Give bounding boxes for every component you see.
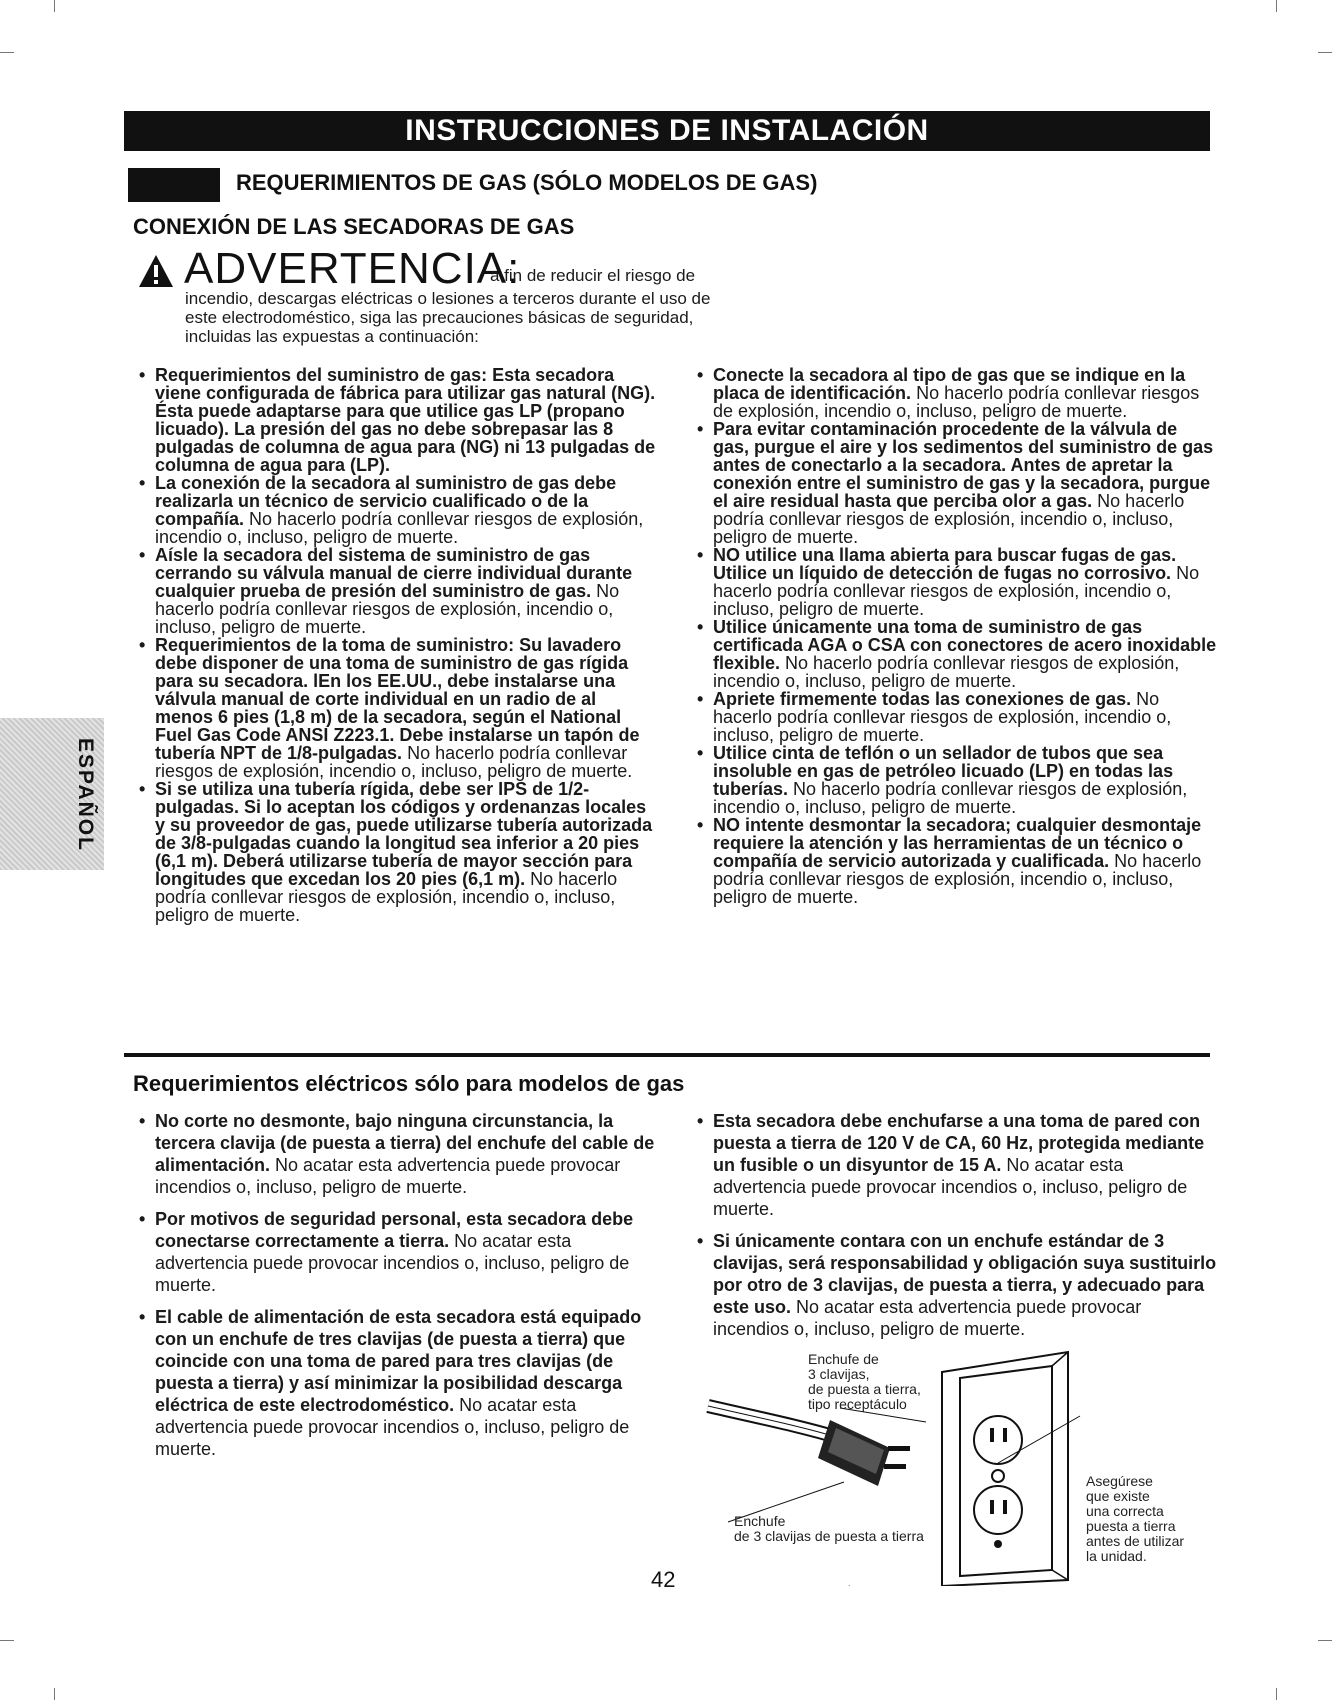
warning-heading: ADVERTENCIA:: [184, 244, 521, 293]
item-emphasis: Si únicamente contara con un enchufe estándar de 3 clavijas, será responsabilidad y obligación suya sustituirlo por otro de 3 clavijas, de puesta a tierra, y adecuado para este uso.: [713, 1231, 1217, 1317]
item-text: No hacerlo podría conllevar riesgos de explosión, incendio o, incluso, peligro de muerte.: [713, 653, 1180, 691]
section-divider: [124, 1053, 1210, 1057]
item-emphasis: Aísle la secadora del sistema de suministro de gas cerrando su válvula manual de cierre individual durante cualquier prueba de presión del suministro de gas.: [155, 545, 633, 601]
list-item: [139, 636, 659, 780]
item-emphasis: Utilice únicamente una toma de suministro de gas certificada AGA o CSA con conectores de acero inoxidable flexible.: [713, 617, 1217, 673]
list-item: [697, 546, 1217, 618]
gas-requirements-left: [139, 366, 659, 924]
item-emphasis: Esta secadora debe enchufarse a una toma de pared con puesta a tierra de 120 V de CA, 60 Hz, protegida mediante un fusible o un disyuntor de 15 A.: [713, 1111, 1205, 1175]
item-emphasis: Requerimientos del suministro de gas: Esta secadora viene configurada de fábrica para utilizar gas natural (NG). Ésta puede adaptarse para que utilice gas LP (propano licuado). La presión del gas no debe sobrepasar las 8 pulgadas de columna de agua para (NG) ni 13 pulgadas de columna de agua para (LP).: [155, 365, 656, 475]
item-emphasis: Si se utiliza una tubería rígida, debe ser IPS de 1/2-pulgadas. Si lo aceptan los códigos y ordenanzas locales y su proveedor de gas, puede utilizarse tubería autorizada de 3/8-pulgadas cuando la longitud sea inferior a 20 pies (6,1 m). Deberá utilizarse tubería de mayor sección para longitudes que excedan los 20 pies (6,1 m).: [155, 779, 653, 889]
item-text: No acatar esta advertencia puede provocar incendios o, incluso, peligro de muerte.: [155, 1155, 621, 1197]
list-item: [139, 474, 659, 546]
item-emphasis: Conecte la secadora al tipo de gas que se indique en la placa de identificación.: [713, 365, 1186, 403]
list-item: [697, 1110, 1217, 1220]
item-text: No hacerlo podría conllevar riesgos de explosión, incendio o, incluso, peligro de muerte.: [713, 851, 1202, 907]
item-text: No hacerlo podría conllevar riesgos de explosión, incendio o, incluso, peligro de muerte.: [713, 491, 1185, 547]
crop-mark: [54, 0, 55, 12]
item-text: No hacerlo podría conllevar riesgos de explosión, incendio o, incluso, peligro de muerte.: [713, 383, 1200, 421]
section-marker: [128, 168, 220, 202]
item-text: No hacerlo podría conllevar riesgos de explosión, incendio o, incluso, peligro de muerte.: [155, 869, 618, 925]
crop-mark: [0, 52, 14, 53]
item-text: No hacerlo podría conllevar riesgos de explosión, incendio o, incluso, peligro de muerte.: [713, 563, 1200, 619]
item-text: No hacerlo podría conllevar riesgos de explosión, incendio o, incluso, peligro de muerte.: [155, 581, 620, 637]
item-text: No hacerlo podría conllevar riesgos de explosión, incendio o, incluso, peligro de muerte.: [155, 743, 633, 781]
list-item: [697, 366, 1217, 420]
item-emphasis: Requerimientos de la toma de suministro: Su lavadero debe disponer de una toma de suministro de gas rígida para su secadora. lEn los EE.UU., debe instalarse una válvula manual de corte individual en un radio de al menos 6 pies (1,8 m) de la secadora, según el National Fuel Gas Code ANSI Z223.1. Debe instalarse un tapón de tubería NPT de 1/8-pulgadas.: [155, 635, 640, 763]
item-emphasis: El cable de alimentación de esta secadora está equipado con un enchufe de tres clavijas (de puesta a tierra) que coincide con una toma de pared para tres clavijas (de puesta a tierra) y así minimizar la posibilidad descarga eléctrica de este electrodoméstico.: [155, 1307, 642, 1415]
receptacle-label: Enchufe de 3 clavijas, de puesta a tierra, tipo receptáculo: [808, 1351, 921, 1412]
list-item: [139, 1306, 659, 1460]
list-item: [697, 744, 1217, 816]
crop-mark: [1276, 0, 1277, 12]
crop-mark: [0, 1640, 14, 1641]
crop-mark: [1276, 1688, 1277, 1700]
list-item: [697, 618, 1217, 690]
list-item: [697, 1230, 1217, 1340]
item-emphasis: No corte no desmonte, bajo ninguna circunstancia, la tercera clavija (de puesta a tierra) del enchufe del cable de alimentación.: [155, 1111, 655, 1175]
item-emphasis: La conexión de la secadora al suministro de gas debe realizarla un técnico de servicio cualificado o de la compañía.: [155, 473, 617, 529]
list-item: [697, 420, 1217, 546]
item-emphasis: Para evitar contaminación procedente de la válvula de gas, purgue el aire y los sedimentos del suministro de gas antes de conectarlo a la secadora. Antes de apretar la conexión entre el suministro de gas y la secadora, purgue el aire residual hasta que perciba olor a gas.: [713, 419, 1214, 511]
electrical-title: Requerimientos eléctricos sólo para modelos de gas: [133, 1071, 685, 1096]
crop-mark: [54, 1688, 55, 1700]
list-item: [697, 690, 1217, 744]
list-item: [139, 1208, 659, 1296]
warning-body: incendio, descargas eléctricas o lesiones a terceros durante el uso de este electrodoméstico, siga las precauciones básicas de seguridad, incluidas las expuestas a continuación:: [185, 289, 711, 346]
item-text: No hacerlo podría conllevar riesgos de explosión, incendio o, incluso, peligro de muerte.: [713, 689, 1172, 745]
section-subtitle: CONEXIÓN DE LAS SECADORAS DE GAS: [133, 214, 575, 239]
item-text: No acatar esta advertencia puede provocar incendios o, incluso, peligro de muerte.: [713, 1155, 1188, 1219]
item-text: No hacerlo podría conllevar riesgos de explosión, incendio o, incluso, peligro de muerte.: [713, 779, 1188, 817]
item-text: No acatar esta advertencia puede provocar incendios o, incluso, peligro de muerte.: [155, 1231, 630, 1295]
item-emphasis: NO utilice una llama abierta para buscar fugas de gas. Utilice un líquido de detección de fugas no corrosivo.: [713, 545, 1177, 583]
outlet-figure: [700, 1348, 1220, 1586]
item-emphasis: Apriete firmemente todas las conexiones de gas.: [713, 689, 1132, 709]
crop-mark: [1318, 52, 1332, 53]
grounding-note: Asegúrese que existe una correcta puesta a tierra antes de utilizar la unidad.: [1086, 1473, 1185, 1564]
page-banner: INSTRUCCIONES DE INSTALACIÓN: [124, 111, 1210, 151]
list-item: [697, 816, 1217, 906]
gas-requirements-right: [697, 366, 1217, 906]
item-emphasis: Por motivos de seguridad personal, esta secadora debe conectarse correctamente a tierra.: [155, 1209, 634, 1251]
electrical-right: [697, 1110, 1217, 1350]
list-item: [139, 1110, 659, 1198]
warning-intro: a fin de reducir el riesgo de: [490, 266, 696, 285]
item-text: No hacerlo podría conllevar riesgos de explosión, incendio o, incluso, peligro de muerte.: [155, 509, 644, 547]
item-emphasis: NO intente desmontar la secadora; cualquier desmontaje requiere la atención y las herramientas de un técnico o compañía de servicio autorizada y cualificada.: [713, 815, 1202, 871]
electrical-left: [139, 1110, 659, 1470]
plug-label: Enchufe de 3 clavijas de puesta a tierra: [734, 1513, 924, 1544]
list-item: [139, 546, 659, 636]
crop-mark: [1318, 1640, 1332, 1641]
page-number: 42: [651, 1567, 676, 1592]
item-emphasis: Utilice cinta de teflón o un sellador de tubos que sea insoluble en gas de petróleo licuado (LP) en todas las tuberías.: [713, 743, 1174, 799]
item-text: No acatar esta advertencia puede provocar incendios o, incluso, peligro de muerte.: [713, 1297, 1142, 1339]
language-tab-label: ESPAÑOL: [74, 738, 97, 852]
list-item: [139, 780, 659, 924]
warning-triangle-icon: [138, 254, 174, 288]
list-item: [139, 366, 659, 474]
section-title: REQUERIMIENTOS DE GAS (SÓLO MODELOS DE GAS): [236, 170, 818, 195]
item-text: No acatar esta advertencia puede provocar incendios o, incluso, peligro de muerte.: [155, 1395, 630, 1459]
